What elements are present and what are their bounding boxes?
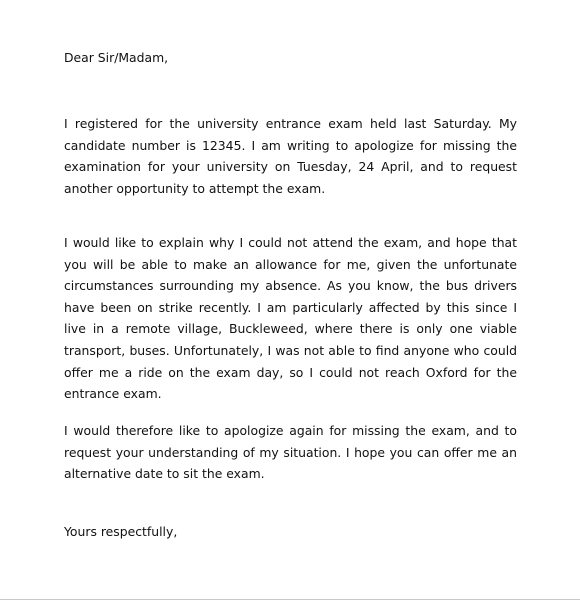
paragraph-explanation: I would like to explain why I could not attend the exam, and hope that you will be able to make an allowance for me, given the unfortunate circumstances surrounding my absence. As you know, the bus drivers have been on strike recently. I am particularly affected by this since I live in a remote village, Buckleweed, where there is only one viable transport, buses. Unfortunately, I was not able to find anyone who could offer me a ride on the exam day, so I could not reach Oxford for the entrance exam.	[64, 235, 517, 402]
closing: Yours respectfully,	[64, 524, 178, 539]
paragraph-request: I would therefore like to apologize again for missing the exam, and to request your understanding of my situation. I hope you can offer me an alternative date to sit the exam.	[64, 423, 517, 482]
paragraph-registration: I registered for the university entrance exam held last Saturday. My candidate number is 12345. I am writing to apologize for missing the examination for your university on Tuesday, 24 April, and to request another opportunity to attempt the exam.	[64, 116, 517, 196]
salutation: Dear Sir/Madam,	[64, 50, 169, 65]
